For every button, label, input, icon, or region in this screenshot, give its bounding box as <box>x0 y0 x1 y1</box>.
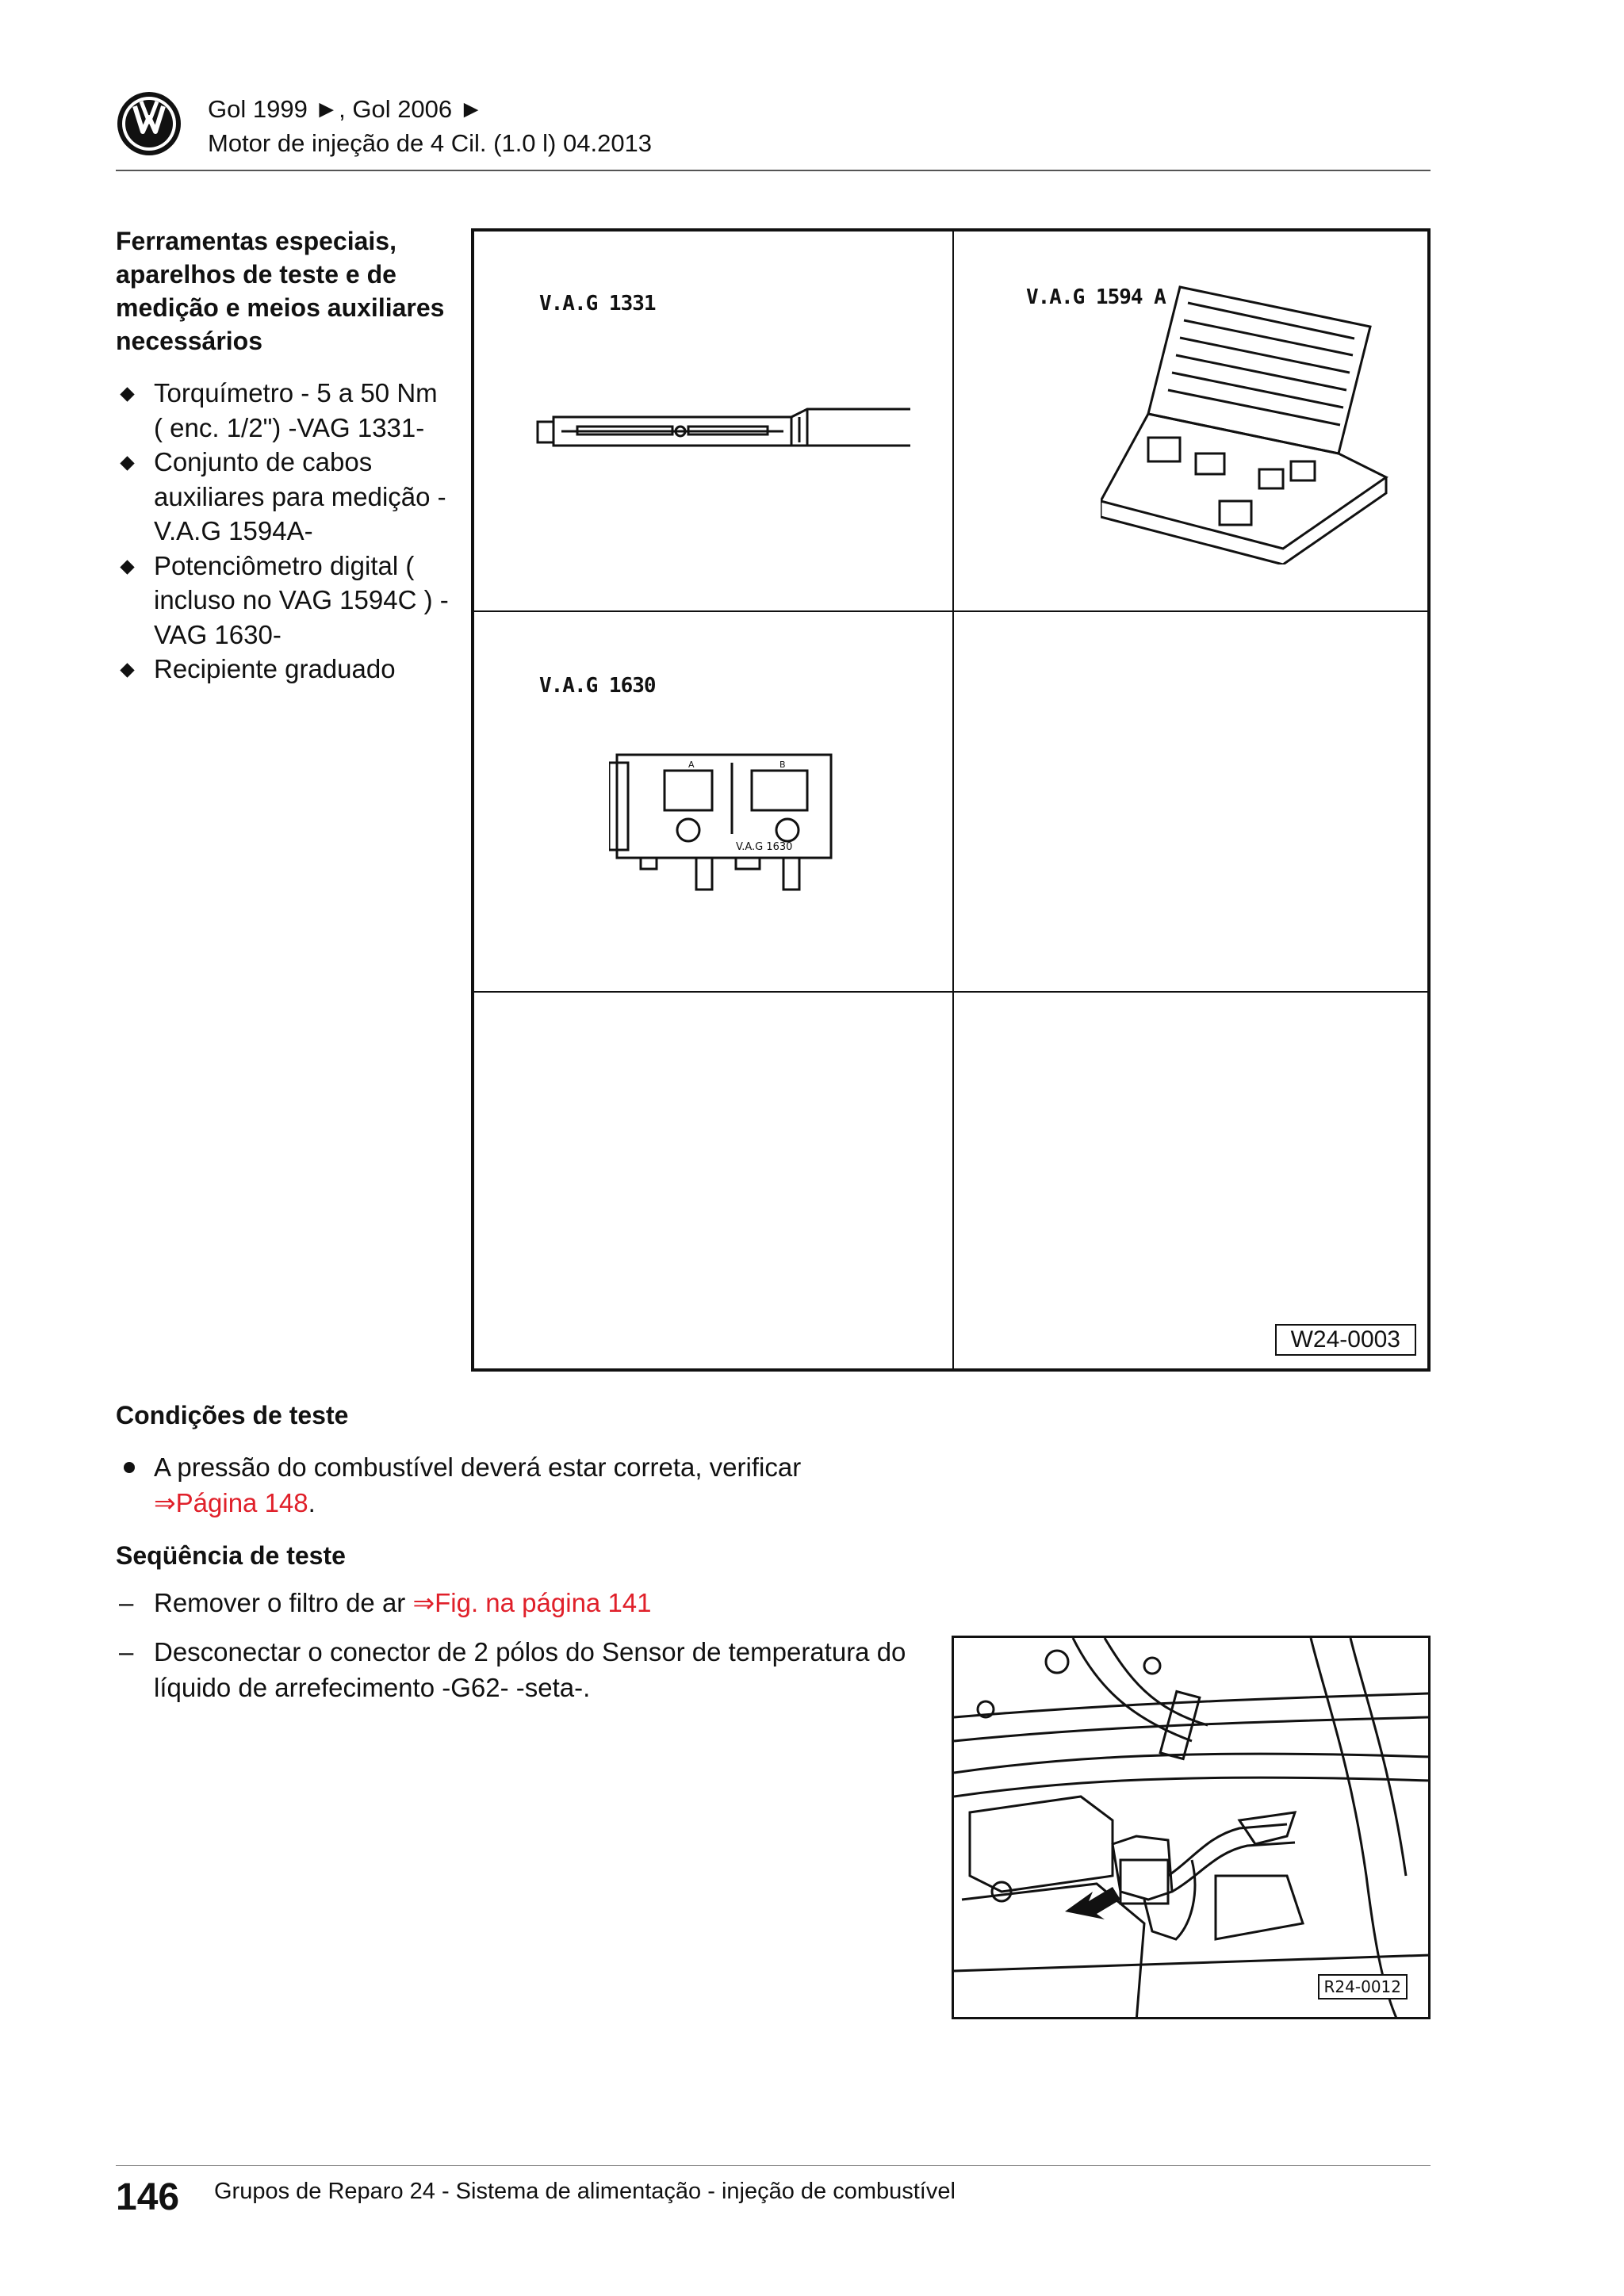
vw-logo-icon <box>116 90 182 157</box>
tool-item-label: Conjunto de cabos auxiliares para medição -V.A.G 1594A- <box>154 447 446 545</box>
engine-sensor-figure <box>952 1636 1431 2019</box>
step-dash: – <box>119 1637 134 1667</box>
fig-page-141-link[interactable]: ⇒Fig. na página 141 <box>412 1588 652 1617</box>
tool-item-measuring-container <box>116 652 449 687</box>
footer-text: Grupos de Reparo 24 - Sistema de alimentação - injeção de combustível <box>214 2179 956 2204</box>
tool-item-torque-wrench <box>116 376 449 445</box>
sequence-step <box>116 1585 947 1621</box>
torque-wrench-drawing <box>530 398 910 461</box>
header-divider <box>116 170 1431 171</box>
grid-divider <box>952 232 954 1368</box>
header-model-line: Gol 1999 ►, Gol 2006 ► <box>208 95 484 123</box>
condition-end: . <box>308 1488 316 1517</box>
header-engine-line: Motor de injeção de 4 Cil. (1.0 l) 04.2013 <box>208 129 653 157</box>
step-dash: – <box>119 1588 134 1617</box>
tools-figure <box>471 228 1431 1372</box>
tool-item-label: Recipiente graduado <box>154 654 396 683</box>
tool-item-label: Potenciômetro digital ( incluso no VAG 1594C ) -VAG 1630- <box>154 550 449 649</box>
digital-potentiometer-drawing <box>609 739 839 905</box>
diamond-bullet-icon <box>120 456 134 470</box>
jack-a-label: A <box>688 760 695 770</box>
tools-heading: Ferramentas especiais, aparelhos de teste e de medição e meios auxiliares necessários <box>116 227 445 355</box>
grid-divider <box>474 991 1427 993</box>
grid-divider <box>474 610 1427 612</box>
sequence-step <box>116 1634 947 1705</box>
diamond-bullet-icon <box>120 560 134 574</box>
engine-bay-drawing <box>954 1638 1431 2019</box>
sensor-arrow-icon <box>1065 1887 1120 1919</box>
round-bullet-icon <box>124 1462 135 1473</box>
tools-list <box>116 376 449 687</box>
cable-set-case-drawing <box>1101 279 1418 564</box>
diamond-bullet-icon <box>120 387 134 401</box>
sequence-heading: Seqüência de teste <box>116 1541 346 1570</box>
diamond-bullet-icon <box>120 663 134 677</box>
page-number: 146 <box>116 2176 180 2218</box>
tool-item-potentiometer <box>116 549 449 652</box>
jack-b-label: B <box>779 760 786 770</box>
page-148-link[interactable]: ⇒Página 148 <box>154 1488 308 1517</box>
device-tag-label: V.A.G 1630 <box>736 841 793 853</box>
tool-item-label: Torquímetro - 5 a 50 Nm ( enc. 1/2") -VAG 1331- <box>154 378 438 442</box>
tool-item-cable-set <box>116 445 449 549</box>
step-text: Remover o filtro de ar <box>154 1588 413 1617</box>
photo-code: R24-0012 <box>1318 1974 1408 1999</box>
step-text: Desconectar o conector de 2 pólos do Sensor de temperatura do líquido de arrefecimento -G62- -seta-. <box>154 1637 906 1702</box>
conditions-heading: Condições de teste <box>116 1401 349 1429</box>
footer-divider <box>116 2165 1431 2166</box>
tool-label-vag1630: V.A.G 1630 <box>539 674 656 698</box>
condition-text: A pressão do combustível deverá estar correta, verificar <box>154 1452 802 1482</box>
tool-label-vag1331: V.A.G 1331 <box>539 292 656 316</box>
tool-label-vag1594a: V.A.G 1594 A <box>1026 285 1166 309</box>
condition-item <box>116 1449 947 1521</box>
figure-code: W24-0003 <box>1275 1324 1416 1356</box>
